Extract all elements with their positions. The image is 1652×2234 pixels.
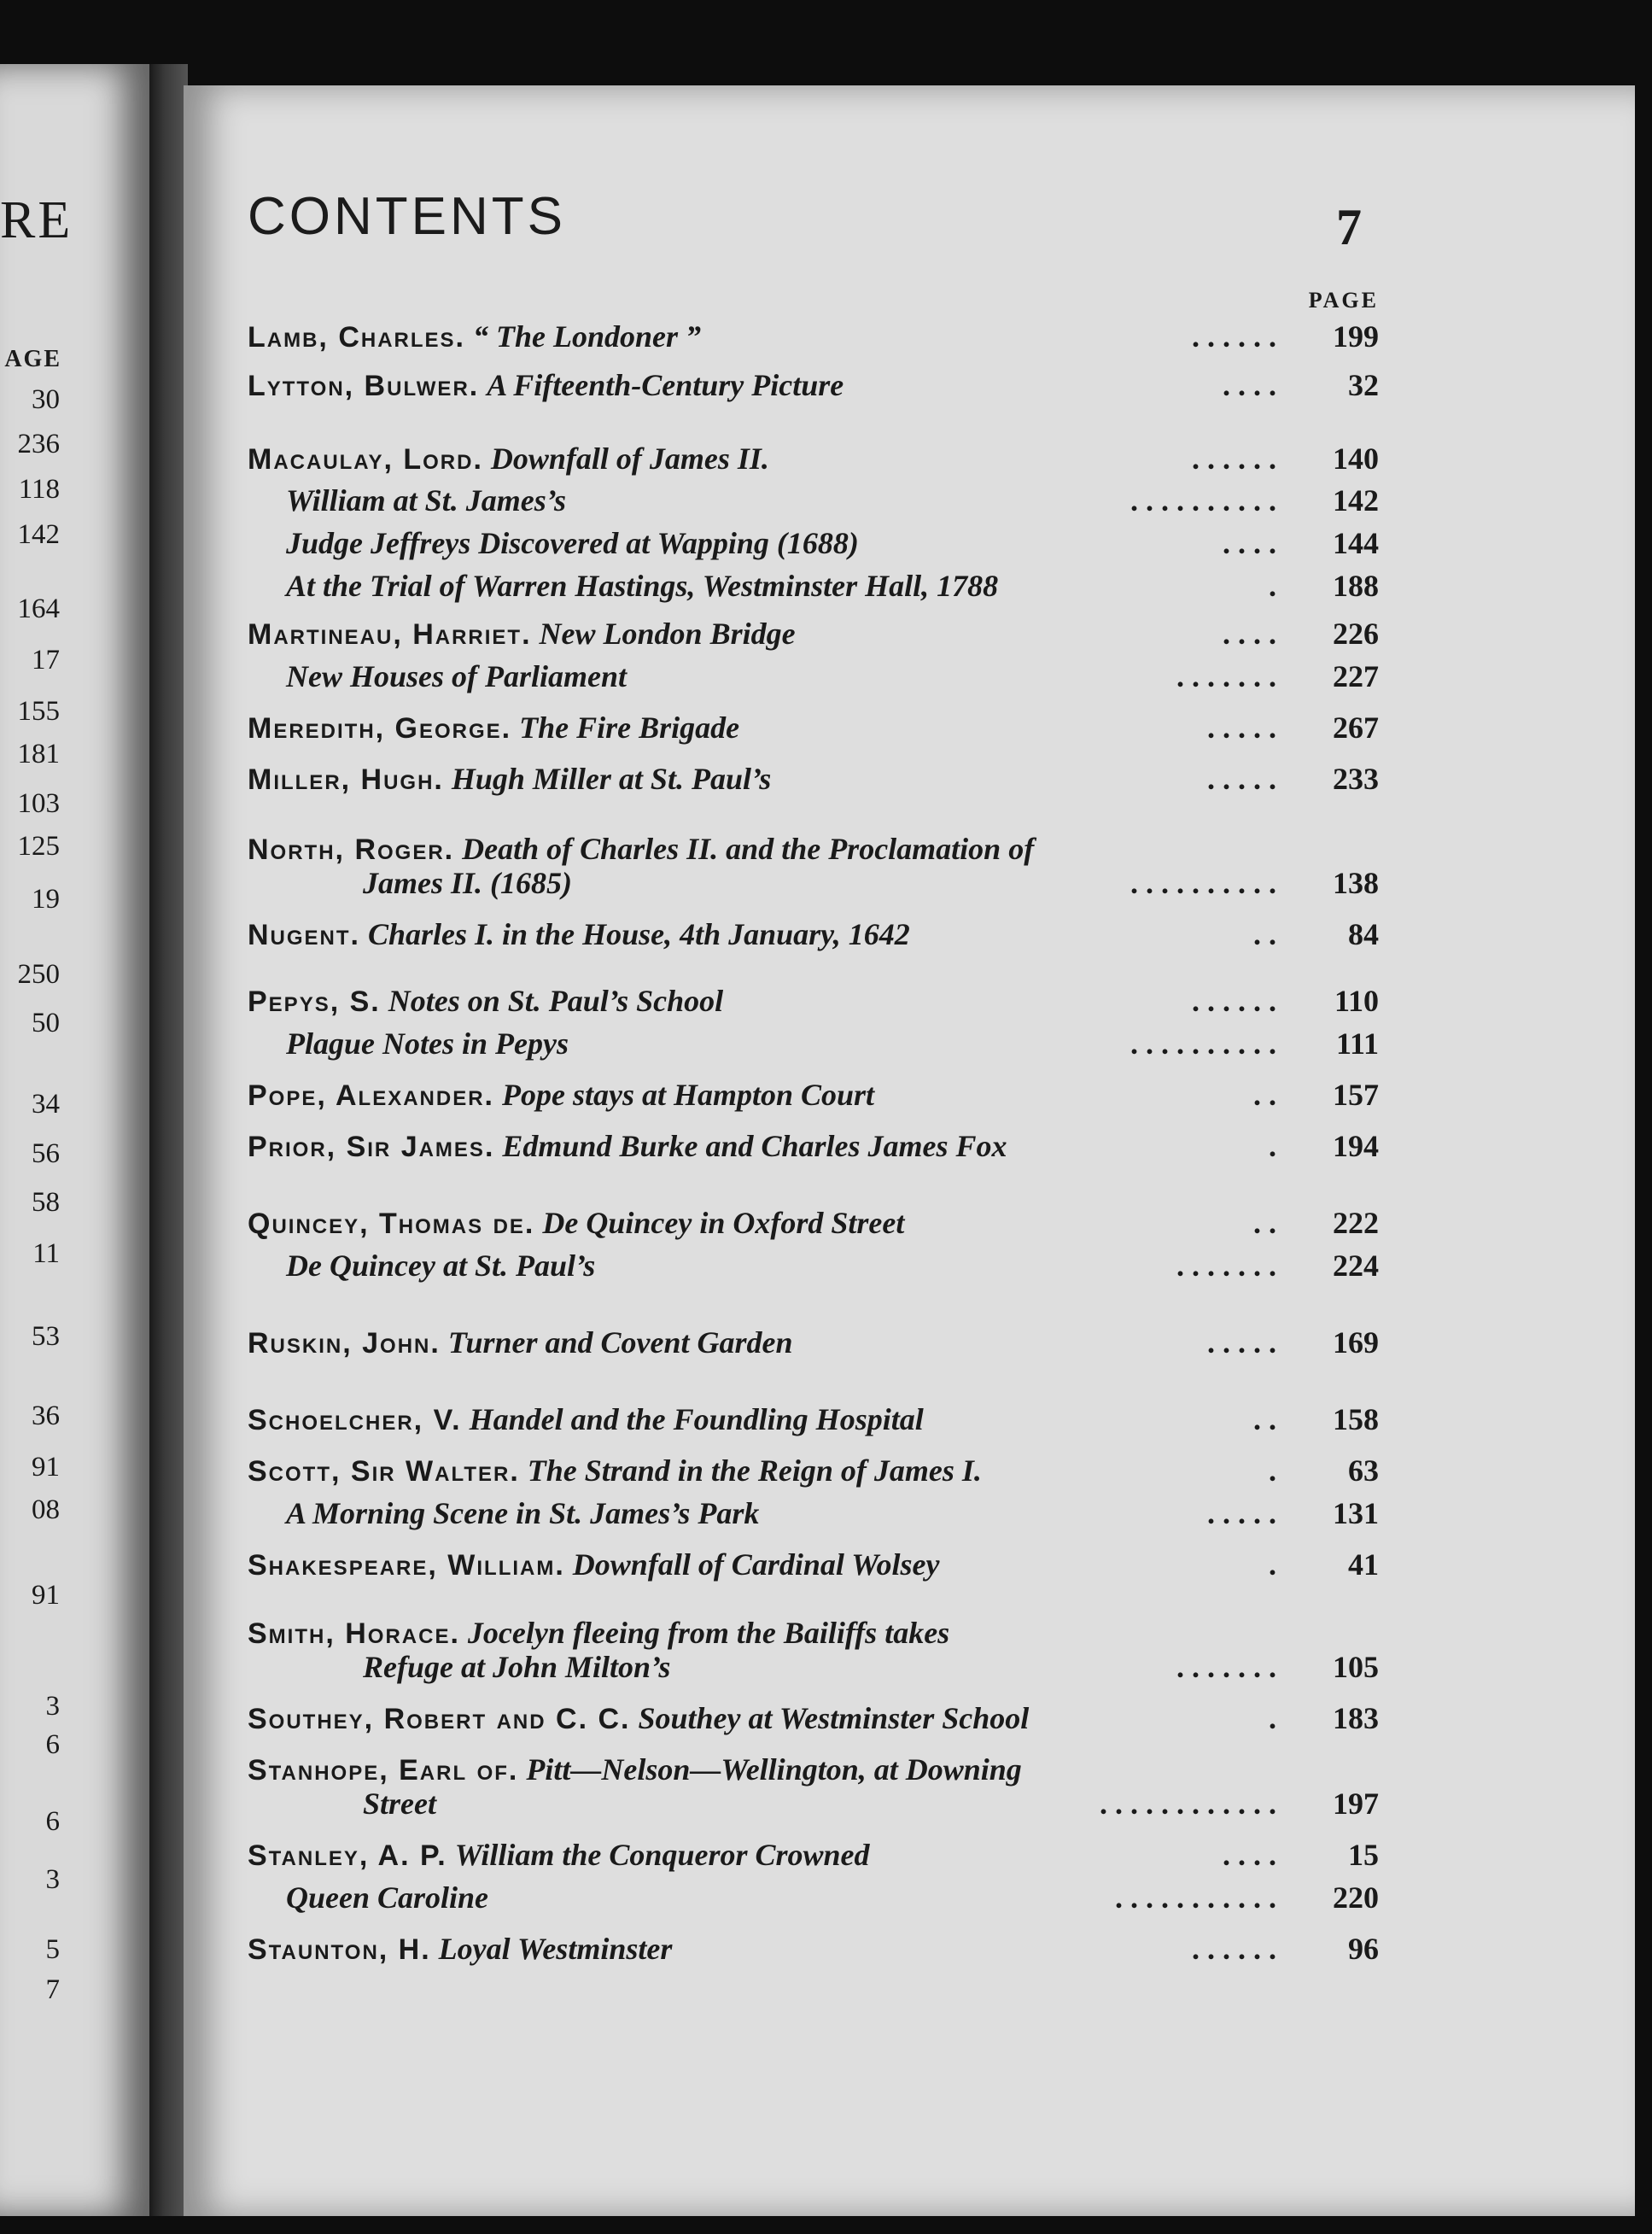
previous-page-number: 236	[17, 429, 60, 459]
previous-page-number: 91	[32, 1580, 60, 1611]
previous-page-number: 19	[32, 884, 60, 915]
entry-work-title: A Fifteenth-Century Picture	[487, 368, 844, 402]
entry-page-number: 15	[1348, 1838, 1379, 1872]
entry-text	[248, 980, 723, 1022]
entry-page-number: 105	[1333, 1650, 1379, 1684]
entry-text	[248, 316, 701, 358]
entry-text	[248, 1202, 904, 1244]
contents-entry	[248, 1877, 1379, 1918]
entry-page-number: 144	[1333, 526, 1379, 560]
entry-author: Pope, Alexander.	[248, 1079, 495, 1112]
entry-author: North, Roger.	[248, 833, 455, 866]
entry-work-title: Turner and Covent Garden	[447, 1325, 793, 1360]
entry-text	[286, 1245, 595, 1286]
contents-entry	[248, 1399, 1379, 1440]
entry-page-number: 220	[1333, 1880, 1379, 1915]
entry-author: Pepys, S.	[248, 985, 381, 1018]
previous-page-number: 50	[32, 1008, 60, 1038]
entry-text	[248, 1399, 924, 1441]
previous-page-number: 181	[17, 739, 60, 769]
entry-author: Schoelcher, V.	[248, 1404, 462, 1436]
entry-page-number: 197	[1333, 1787, 1379, 1821]
entry-work-title: William at St. James’s	[286, 483, 567, 518]
entry-page-number: 110	[1334, 984, 1379, 1018]
entry-page-number: 194	[1333, 1129, 1379, 1163]
contents-entry	[248, 1450, 1379, 1491]
entry-page-number: 41	[1348, 1547, 1379, 1582]
entry-page-number: 199	[1333, 319, 1379, 354]
entry-author: Nugent.	[248, 919, 360, 951]
entry-work-title: Death of Charles II. and the Proclamation of	[462, 832, 1035, 866]
entry-work-title: “ The Londoner ”	[473, 319, 702, 354]
entry-page-number: 226	[1333, 617, 1379, 651]
contents-entry	[248, 1783, 1379, 1824]
entry-work-title: Hugh Miller at St. Paul’s	[451, 762, 772, 796]
entry-leader-dots: . . . . . . .	[1176, 659, 1276, 693]
entry-leader-dots: . . . .	[1223, 1838, 1276, 1872]
entry-text	[248, 1450, 982, 1492]
contents-entry	[248, 1928, 1379, 1969]
previous-page-number: 58	[32, 1187, 60, 1218]
entry-work-title: Loyal Westminster	[438, 1932, 673, 1966]
contents-entry	[248, 1126, 1379, 1167]
entry-text	[363, 1646, 670, 1687]
contents-entry	[248, 1646, 1379, 1687]
previous-page-title: RE	[0, 191, 73, 249]
entry-work-title: De Quincey at St. Paul’s	[286, 1249, 596, 1283]
entry-author: Southey, Robert and C. C.	[248, 1703, 631, 1735]
entry-page-number: 142	[1333, 483, 1379, 518]
previous-page-number: 34	[32, 1089, 60, 1120]
entry-leader-dots: .	[1269, 1547, 1276, 1582]
entry-author: Stanhope, Earl of.	[248, 1754, 519, 1787]
entry-leader-dots: . . . . .	[1207, 711, 1276, 745]
entry-leader-dots: . . . . .	[1207, 1496, 1276, 1530]
entry-page-number: 233	[1333, 762, 1379, 796]
contents-entry	[248, 1544, 1379, 1585]
entry-text	[248, 1834, 870, 1876]
entry-author: Staunton, H.	[248, 1933, 431, 1966]
entry-work-title: Downfall of James II.	[490, 442, 769, 476]
entry-author: Scott, Sir Walter.	[248, 1455, 520, 1488]
contents-entry	[248, 1023, 1379, 1064]
entry-leader-dots: . . . . . . . . . .	[1130, 1026, 1276, 1061]
entry-leader-dots: . . . . . . . . . .	[1130, 483, 1276, 518]
contents-entry	[248, 1322, 1379, 1363]
previous-page-number: 6	[45, 1729, 60, 1760]
entry-leader-dots: . . . . . . . . . .	[1130, 866, 1276, 900]
entry-text	[248, 914, 910, 956]
previous-page-number: 5	[45, 1934, 60, 1965]
entry-leader-dots: . . . . .	[1207, 762, 1276, 796]
entry-author: Miller, Hugh.	[248, 763, 444, 796]
entry-work-title: Charles I. in the House, 4th January, 1642	[368, 917, 910, 951]
entry-text	[363, 1783, 436, 1824]
entry-page-number: 63	[1348, 1453, 1379, 1488]
entry-leader-dots: . . . . . . .	[1176, 1249, 1276, 1283]
entry-text	[286, 480, 566, 521]
entry-text	[248, 1126, 1007, 1167]
entry-work-title: A Morning Scene in St. James’s Park	[286, 1496, 760, 1530]
contents-entry	[248, 1698, 1379, 1739]
entry-author: Prior, Sir James.	[248, 1131, 495, 1163]
contents-entry	[248, 707, 1379, 748]
entry-page-number: 222	[1333, 1206, 1379, 1240]
entry-work-title: Refuge at John Milton’s	[363, 1650, 671, 1684]
entry-text	[248, 365, 844, 406]
contents-entry	[248, 758, 1379, 799]
entry-work-title: William the Conqueror Crowned	[454, 1838, 870, 1872]
entry-work-title: Handel and the Foundling Hospital	[469, 1402, 924, 1436]
entry-text	[248, 613, 796, 655]
entry-leader-dots: . . . . . .	[1192, 319, 1276, 354]
entry-page-number: 183	[1333, 1701, 1379, 1735]
entry-author: Stanley, A. P.	[248, 1839, 447, 1872]
entry-author: Macaulay, Lord.	[248, 443, 483, 476]
entry-leader-dots: . .	[1253, 1206, 1276, 1240]
entry-leader-dots: . . . . . .	[1192, 984, 1276, 1018]
previous-page-number: 164	[17, 594, 60, 624]
entry-author: Shakespeare, William.	[248, 1549, 565, 1582]
entry-work-title: New Houses of Parliament	[286, 659, 628, 693]
entry-text	[248, 1698, 1029, 1740]
previous-page-number: 36	[32, 1401, 60, 1431]
previous-page-number: 30	[32, 384, 60, 415]
entry-leader-dots: . . . . . .	[1192, 1932, 1276, 1966]
entry-page-number: 158	[1333, 1402, 1379, 1436]
contents-entry	[248, 316, 1379, 357]
entry-work-title: James II. (1685)	[363, 866, 572, 900]
entry-text	[286, 1877, 488, 1918]
entry-text	[248, 438, 769, 480]
entry-work-title: Edmund Burke and Charles James Fox	[502, 1129, 1007, 1163]
entry-leader-dots: . . . . .	[1207, 1325, 1276, 1360]
entry-page-number: 227	[1333, 659, 1379, 693]
entry-text	[363, 863, 572, 904]
entry-work-title: Notes on St. Paul’s School	[388, 984, 724, 1018]
page-column-label: PAGE	[1308, 288, 1379, 313]
entry-text	[286, 1493, 759, 1534]
contents-entry	[248, 613, 1379, 654]
page-number: 7	[1336, 199, 1362, 255]
contents-entry	[248, 480, 1379, 521]
entry-work-title: Pope stays at Hampton Court	[502, 1078, 875, 1112]
entry-work-title: Jocelyn fleeing from the Bailiffs takes	[467, 1616, 950, 1650]
contents-entry	[248, 656, 1379, 697]
entry-author: Lytton, Bulwer.	[248, 370, 480, 402]
entry-page-number: 131	[1333, 1496, 1379, 1530]
previous-page-number: 53	[32, 1321, 60, 1352]
entry-work-title: Queen Caroline	[286, 1880, 489, 1915]
entry-leader-dots: .	[1269, 1129, 1276, 1163]
previous-page-number: 155	[17, 696, 60, 727]
previous-page-number: 08	[32, 1494, 60, 1525]
entry-leader-dots: . . . .	[1223, 368, 1276, 402]
entry-page-number: 267	[1333, 711, 1379, 745]
entry-leader-dots: . . . . . . . . . . . .	[1100, 1787, 1276, 1821]
entry-text	[248, 707, 739, 749]
entry-text	[248, 758, 771, 800]
entry-work-title: Downfall of Cardinal Wolsey	[572, 1547, 940, 1582]
entry-leader-dots: .	[1269, 569, 1276, 603]
entry-page-number: 224	[1333, 1249, 1379, 1283]
previous-page-number: 125	[17, 831, 60, 862]
entry-page-number: 111	[1335, 1026, 1379, 1061]
entry-work-title: De Quincey in Oxford Street	[542, 1206, 905, 1240]
previous-page-number: 103	[17, 788, 60, 819]
previous-page-number: 250	[17, 959, 60, 990]
entry-work-title: New London Bridge	[539, 617, 796, 651]
contents-entry	[248, 1834, 1379, 1875]
entry-author: Lamb, Charles.	[248, 321, 465, 354]
entry-text	[286, 565, 998, 606]
entry-work-title: Judge Jeffreys Discovered at Wapping (1688)	[286, 526, 859, 560]
entry-author: Ruskin, John.	[248, 1327, 441, 1360]
entry-page-number: 32	[1348, 368, 1379, 402]
entry-text	[286, 1023, 569, 1064]
previous-page-number: 91	[32, 1452, 60, 1483]
entry-leader-dots: . . . .	[1223, 617, 1276, 651]
entry-text	[248, 1074, 874, 1116]
previous-page-label: AGE	[4, 346, 61, 372]
contents-entry	[248, 365, 1379, 406]
contents-entry	[248, 980, 1379, 1021]
previous-page-number: 7	[45, 1974, 60, 2005]
entry-leader-dots: . . . . . . .	[1176, 1650, 1276, 1684]
entry-work-title: Southey at Westminster School	[638, 1701, 1030, 1735]
entry-work-title: At the Trial of Warren Hastings, Westminster Hall, 1788	[286, 569, 999, 603]
contents-entry	[248, 1074, 1379, 1115]
previous-page-number: 118	[18, 474, 60, 505]
contents-entry	[248, 863, 1379, 904]
entry-work-title: Street	[363, 1787, 436, 1821]
entry-work-title: The Strand in the Reign of James I.	[527, 1453, 982, 1488]
entry-leader-dots: . .	[1253, 1402, 1276, 1436]
entry-leader-dots: . .	[1253, 917, 1276, 951]
contents-entry	[248, 565, 1379, 606]
entry-text	[286, 523, 859, 564]
entry-page-number: 84	[1348, 917, 1379, 951]
previous-page-number: 142	[17, 519, 60, 550]
entry-leader-dots: . . . .	[1223, 526, 1276, 560]
entry-text	[248, 1928, 672, 1970]
entry-leader-dots: . . . . . .	[1192, 442, 1276, 476]
entry-leader-dots: .	[1269, 1453, 1276, 1488]
previous-page-number: 3	[45, 1691, 60, 1722]
contents-entry	[248, 1245, 1379, 1286]
page-title: CONTENTS	[248, 187, 566, 246]
previous-page-number: 11	[32, 1238, 60, 1269]
contents-entry	[248, 523, 1379, 564]
contents-entry	[248, 1202, 1379, 1243]
previous-page-number: 17	[32, 645, 60, 675]
entry-author: Martineau, Harriet.	[248, 618, 532, 651]
entry-work-title: Pitt—Nelson—Wellington, at Downing	[526, 1752, 1022, 1787]
entry-text	[248, 1322, 793, 1364]
entry-leader-dots: . .	[1253, 1078, 1276, 1112]
entry-author: Quincey, Thomas de.	[248, 1208, 535, 1240]
contents-entry	[248, 1493, 1379, 1534]
entry-text	[248, 1544, 940, 1586]
entry-page-number: 138	[1333, 866, 1379, 900]
previous-page-number: 6	[45, 1806, 60, 1837]
entry-leader-dots: .	[1269, 1701, 1276, 1735]
entry-author: Smith, Horace.	[248, 1617, 460, 1650]
entry-text	[286, 656, 627, 697]
entry-page-number: 169	[1333, 1325, 1379, 1360]
contents-entry	[248, 914, 1379, 955]
entry-page-number: 188	[1333, 569, 1379, 603]
previous-page-number: 56	[32, 1138, 60, 1169]
entry-author: Meredith, George.	[248, 712, 512, 745]
entry-leader-dots: . . . . . . . . . . .	[1115, 1880, 1276, 1915]
entry-page-number: 140	[1333, 442, 1379, 476]
entry-work-title: The Fire Brigade	[519, 711, 740, 745]
entry-page-number: 157	[1333, 1078, 1379, 1112]
contents-entry	[248, 438, 1379, 479]
entry-work-title: Plague Notes in Pepys	[286, 1026, 569, 1061]
previous-page-number: 3	[45, 1864, 60, 1895]
entry-page-number: 96	[1348, 1932, 1379, 1966]
